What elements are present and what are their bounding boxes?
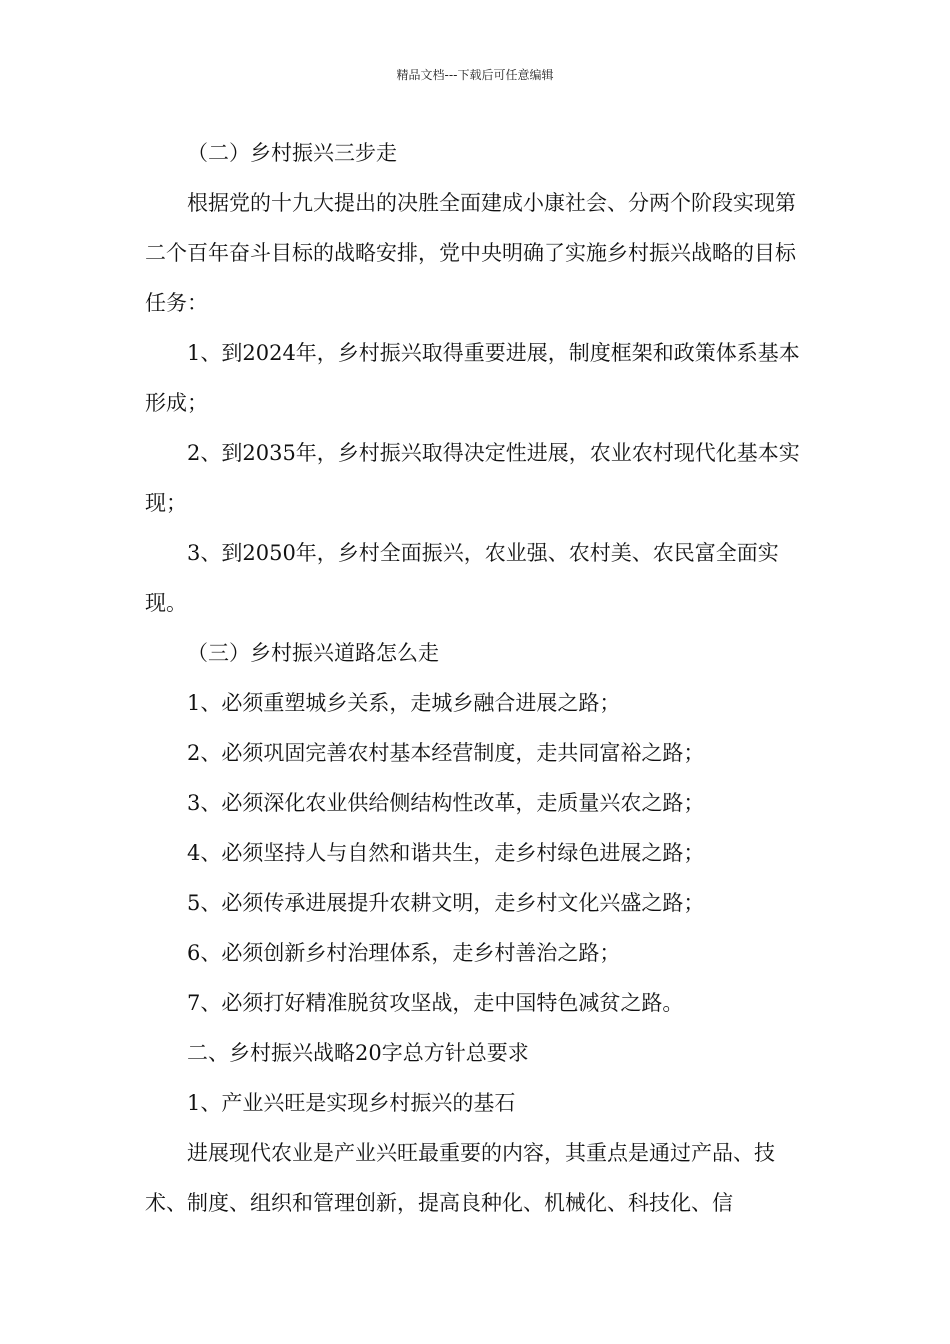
list-item: 4、必须坚持人与自然和谐共生，走乡村绿色进展之路； <box>187 841 705 865</box>
page-header: 精品文档---下载后可任意编辑 <box>396 68 554 82</box>
list-item: 2、必须巩固完善农村基本经营制度，走共同富裕之路； <box>187 741 705 765</box>
part-two-heading: 二、乡村振兴战略20字总方针总要求 <box>187 1041 529 1065</box>
list-item: 3、到2050年，乡村全面振兴，农业强、农村美、农民富全面实现。 <box>145 541 779 615</box>
list-item: 6、必须创新乡村治理体系，走乡村善治之路； <box>187 941 621 965</box>
list-item: 1、必须重塑城乡关系，走城乡融合进展之路； <box>187 691 621 715</box>
list-item: 5、必须传承进展提升农耕文明，走乡村文化兴盛之路； <box>187 891 705 915</box>
section-heading-three: （三）乡村振兴道路怎么走 <box>187 641 439 665</box>
list-item: 1、到2024年，乡村振兴取得重要进展，制度框架和政策体系基本形成； <box>145 341 800 415</box>
list-item: 7、必须打好精准脱贫攻坚战，走中国特色减贫之路。 <box>187 991 684 1015</box>
list-item: 2、到2035年，乡村振兴取得决定性进展，农业农村现代化基本实现； <box>145 441 800 515</box>
section-heading-two: （二）乡村振兴三步走 <box>187 141 397 165</box>
document-body <box>145 128 810 1228</box>
subheading: 1、产业兴旺是实现乡村振兴的基石 <box>187 1091 516 1115</box>
three-steps-list <box>145 328 810 628</box>
paths-list <box>145 678 810 1028</box>
list-item: 3、必须深化农业供给侧结构性改革，走质量兴农之路； <box>187 791 705 815</box>
body-paragraph: 进展现代农业是产业兴旺最重要的内容，其重点是通过产品、技术、制度、组织和管理创新，提高良种化、机械化、科技化、信 <box>145 1141 775 1215</box>
intro-paragraph: 根据党的十九大提出的决胜全面建成小康社会、分两个阶段实现第二个百年奋斗目标的战略安排，党中央明确了实施乡村振兴战略的目标任务： <box>145 191 796 315</box>
